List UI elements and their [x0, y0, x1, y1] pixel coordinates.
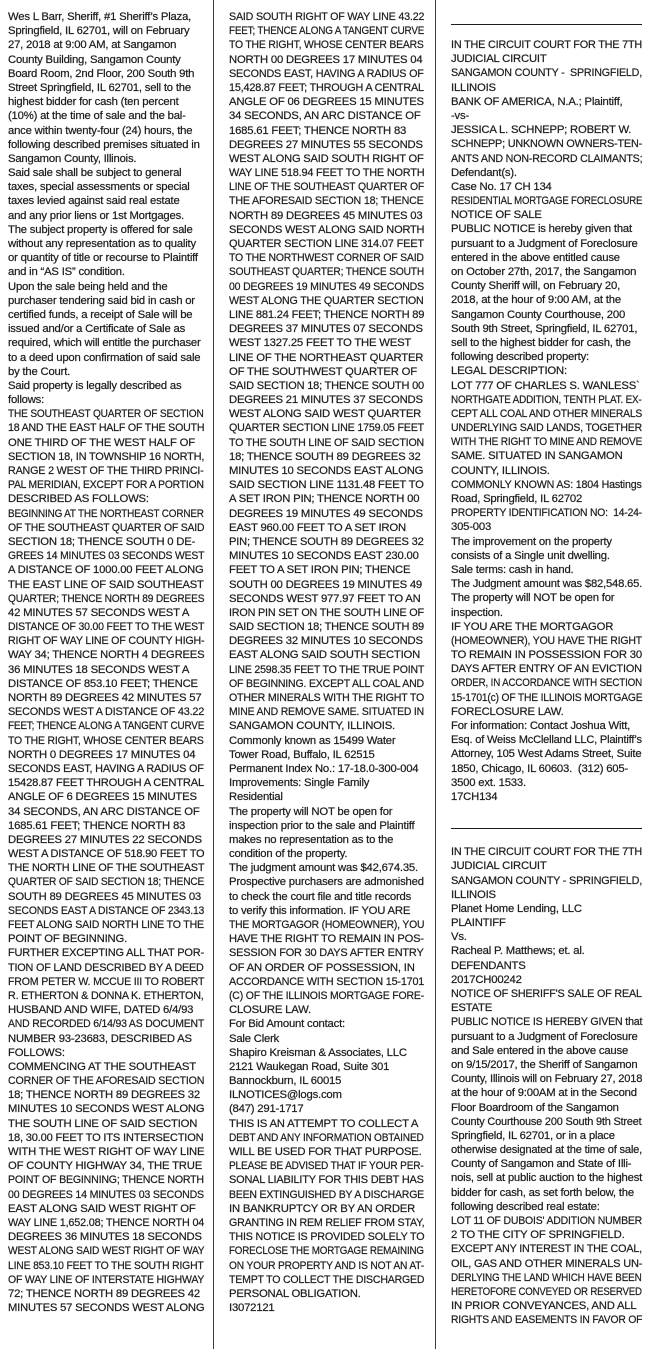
notice-line: ANGLE OF 6 DEGREES 15 MINUTES	[8, 791, 197, 804]
notice-line: SECONDS EAST A DISTANCE OF 2343.13	[8, 904, 205, 917]
notice-line: ILLINOIS	[451, 888, 496, 901]
notice-line: EXCEPT ANY INTEREST IN THE COAL,	[451, 1243, 642, 1256]
notice-line: FOLLOWS:	[8, 1046, 65, 1059]
notice-line: otherwise designated at the time of sale,	[451, 1144, 643, 1157]
notice-line: County Building, Sangamon County	[8, 53, 181, 66]
notice-line: IF YOU ARE THE MORTGAGOR	[451, 620, 614, 633]
notice-line: OF AN ORDER OF POSSESSION, IN	[229, 961, 415, 974]
notice-line: and Sale entered in the above cause	[451, 1044, 629, 1057]
notice-line: SAID SECTION 18; THENCE SOUTH 89	[229, 621, 424, 634]
notice-line: The improvement on the property	[451, 535, 612, 548]
notice-line: Sangamon County Courthouse, 200	[451, 308, 626, 321]
notice-line: ANTS AND NON-RECORD CLAIMANTS;	[451, 152, 643, 165]
notice-line: 34 SECONDS, AN ARC DISTANCE OF	[229, 110, 421, 123]
notice-line: SAID SOUTH RIGHT OF WAY LINE 43.22	[229, 11, 425, 23]
notice-line: LOT 11 OF DUBOIS' ADDITION NUMBER	[451, 1215, 643, 1227]
notice-line: 1850, Chicago, IL 60603. (312) 605-	[451, 762, 629, 775]
notice-line: follows:	[8, 394, 45, 407]
notice-line: HERETOFORE CONVEYED OR RESERVED	[451, 1285, 642, 1298]
notice-line: For information: Contact Joshua Witt,	[451, 720, 631, 732]
notice-line: THE SOUTH LINE OF SAID SECTION	[8, 1117, 198, 1130]
notice-line: COMMENCING AT THE SOUTHEAST	[8, 1060, 196, 1073]
notice-line: pursuant to a Judgment of Foreclosure	[451, 237, 638, 250]
notice-line: Planet Home Lending, LLC	[451, 902, 582, 915]
notice-line: QUARTER OF SAID SECTION 18; THENCE	[8, 876, 205, 889]
notice-line: THE MORTGAGOR (HOMEOWNER), YOU	[229, 919, 425, 931]
section-rule-middle	[451, 828, 642, 829]
notice-line: Sale terms: cash in hand.	[451, 563, 574, 576]
notice-line: LEGAL DESCRIPTION:	[451, 365, 567, 378]
notice-line: SOUTH 00 DEGREES 19 MINUTES 49	[229, 578, 423, 591]
notice-line: Springfield, IL 62701, will on February	[8, 25, 190, 38]
notice-line: (C) OF THE ILLINOIS MORTGAGE FORE-	[229, 989, 424, 1002]
notice-line: issued and/or a Certificate of Sale as	[8, 323, 186, 336]
notice-line: POINT OF BEGINNING; THENCE NORTH	[8, 1174, 204, 1187]
notice-line: nois, sell at public auction to the highest	[451, 1172, 643, 1185]
notice-line: OF THE SOUTHWEST QUARTER OF	[229, 365, 417, 378]
notice-line: Case No. 17 CH 134	[451, 180, 552, 193]
notice-line: SAID SECTION 18; THENCE SOUTH 00	[229, 379, 424, 392]
notice-line: SOUTH 89 DEGREES 45 MINUTES 03	[8, 890, 202, 903]
notice-line: ACCORDANCE WITH SECTION 15-1701	[229, 975, 425, 988]
notice-column-2	[214, 0, 435, 1349]
notice-line: Esq. of Weiss McClelland LLC, Plaintiff’s	[451, 734, 642, 747]
notice-line: PERSONAL OBLIGATION.	[229, 1287, 361, 1300]
notice-line: Tower Road, Buffalo, IL 62515	[229, 748, 375, 761]
notice-line: 3500 ext. 1533.	[451, 776, 526, 789]
notice-line: 2018, at the hour of 9:00 AM, at the	[451, 294, 621, 307]
notice-line: OTHER MINERALS WITH THE RIGHT TO	[229, 692, 425, 704]
notice-line: JESSICA L. SCHNEPP; ROBERT W.	[451, 124, 632, 137]
notice-line: WITH THE RIGHT TO MINE AND REMOVE	[451, 436, 643, 449]
notice-line: and any prior liens or 1st Mortgages.	[8, 209, 184, 222]
notice-line: A DISTANCE OF 1000.00 FEET ALONG	[8, 564, 204, 577]
notice-line: NUMBER 93-23683, DESCRIBED AS	[8, 1032, 192, 1045]
notice-line: THIS NOTICE IS PROVIDED SOLELY TO	[229, 1231, 425, 1244]
notice-line: Street Springfield, IL 62701, sell to the	[8, 81, 191, 94]
notice-line: Improvements: Single Family	[229, 777, 370, 790]
notice-line: FEET; THENCE ALONG A TANGENT CURVE	[229, 25, 425, 38]
notice-line: Commonly known as 15499 Water	[229, 734, 396, 747]
notice-line: CLOSURE LAW.	[229, 1004, 311, 1017]
notice-line: WEST ALONG SAID SOUTH RIGHT OF	[229, 152, 424, 165]
notice-line: RIGHTS AND EASEMENTS IN FAVOR OF	[451, 1314, 643, 1327]
notice-line: DEGREES 37 MINUTES 07 SECONDS	[229, 323, 423, 336]
notice-line: makes no representation as to the	[229, 833, 394, 846]
notice-line: 1685.61 FEET; THENCE NORTH 83	[8, 819, 186, 832]
notice-line: NORTH 00 DEGREES 17 MINUTES 04	[229, 53, 423, 66]
notice-line: The property will NOT be open for	[451, 592, 615, 605]
notice-line: QUARTER SECTION LINE 1759.05 FEET	[229, 422, 425, 435]
notice-line: DAYS AFTER ENTRY OF AN EVICTION	[451, 663, 642, 676]
notice-line: DEGREES 19 MINUTES 49 SECONDS	[229, 507, 423, 520]
notice-line: LINE OF THE NORTHEAST QUARTER	[229, 351, 424, 364]
notice-line: highest bidder for cash (ten percent	[8, 96, 179, 109]
notice-line: I3072121	[229, 1302, 275, 1315]
notice-line: WAY LINE 518.94 FEET TO THE NORTH	[229, 167, 425, 180]
notice-line: LINE 2598.35 FEET TO THE TRUE POINT	[229, 663, 425, 676]
notice-line: ILNOTICES@logs.com	[229, 1089, 342, 1102]
notice-line: 2121 Waukegan Road, Suite 301	[229, 1060, 390, 1073]
notice-line: BANK OF AMERICA, N.A.; Plaintiff,	[451, 95, 623, 108]
notice-line: MINUTES 57 SECONDS WEST ALONG	[8, 1302, 205, 1315]
notice-line: without any representation as to quality	[8, 238, 196, 250]
notice-line: OIL, GAS AND OTHER MINERALS UN-	[451, 1257, 643, 1270]
notice-line: sell to the highest bidder for cash, the	[451, 336, 631, 349]
notice-line: IN BANKRUPTCY OR BY AN ORDER	[229, 1202, 416, 1215]
notice-line: JUDICIAL CIRCUIT	[451, 53, 547, 66]
notice-line: SECONDS WEST ALONG SAID NORTH	[229, 223, 425, 236]
notice-line: ONE THIRD OF THE WEST HALF OF	[8, 436, 195, 449]
notice-line: For Bid Amount contact:	[229, 1018, 345, 1031]
notice-line: Springfield, IL 62701, or in a place	[451, 1129, 615, 1142]
notice-line: DESCRIBED AS FOLLOWS:	[8, 493, 149, 506]
notice-line: WEST A DISTANCE OF 518.90 FEET TO	[8, 848, 205, 861]
notice-line: Sangamon County, Illinois.	[8, 152, 137, 165]
notice-line: Upon the sale being held and the	[8, 280, 168, 293]
notice-line: WITH THE WEST RIGHT OF WAY LINE	[8, 1146, 205, 1158]
notice-line: SECONDS WEST A DISTANCE OF 43.22	[8, 706, 205, 719]
notice-line: FEET TO A SET IRON PIN; THENCE	[229, 564, 411, 577]
notice-line: ILLINOIS	[451, 81, 496, 94]
notice-line: on 9/15/2017, the Sheriff of Sangamon	[451, 1058, 638, 1071]
notice-line: SECONDS EAST, HAVING A RADIUS OF	[229, 67, 424, 80]
notice-line: MINUTES 10 SECONDS EAST 230.00	[229, 550, 419, 563]
notice-line: Board Room, 2nd Floor, 200 South 9th	[8, 67, 195, 80]
notice-line: bidder for cash, as set forth below, the	[451, 1186, 634, 1199]
notice-line: Said sale shall be subject to general	[8, 167, 182, 180]
notice-line: PAL MERIDIAN, EXCEPT FOR A PORTION	[8, 479, 204, 492]
notice-line: Prospective purchasers are admonished	[229, 876, 424, 889]
notice-line: 18; THENCE SOUTH 89 DEGREES 32	[229, 450, 421, 463]
notice-line: LOT 777 OF CHARLES S. WANLESS`	[451, 379, 640, 392]
notice-line: pursuant to a Judgment of Foreclosure	[451, 1030, 638, 1043]
notice-line: TION OF LAND DESCRIBED BY A DEED	[8, 961, 204, 974]
notice-line: South 9th Street, Springfield, IL 62701,	[451, 322, 638, 335]
notice-line: SESSION FOR 30 DAYS AFTER ENTRY	[229, 947, 424, 960]
notice-line: MINUTES 10 SECONDS EAST ALONG	[229, 465, 424, 477]
notice-line: inspection.	[451, 606, 503, 619]
notice-line: ESTATE	[451, 1002, 493, 1015]
notice-line: The judgment amount was $42,674.35.	[229, 862, 418, 875]
notice-column-1	[0, 0, 213, 1349]
notice-line: DERLYING THE LAND WHICH HAVE BEEN	[451, 1271, 642, 1284]
notice-line: NORTH 0 DEGREES 17 MINUTES 04	[8, 748, 196, 761]
notice-line: condition of the property.	[229, 848, 348, 861]
notice-line: SECTION 18; THENCE SOUTH 0 DE-	[8, 535, 196, 548]
notice-line: LINE OF THE SOUTHEAST QUARTER OF	[229, 181, 425, 194]
notice-line: The Judgment amount was $82,548.65.	[451, 578, 643, 591]
notice-line: Wes L Barr, Sheriff, #1 Sheriff’s Plaza,	[8, 11, 192, 23]
notice-line: purchaser tendering said bid in cash or	[8, 294, 195, 307]
notice-line: NOTICE OF SALE	[451, 209, 542, 222]
notice-line: WEST ALONG SAID WEST QUARTER	[229, 408, 422, 421]
notice-line: SECONDS EAST, HAVING A RADIUS OF	[8, 762, 204, 775]
notice-line: 2 TO THE CITY OF SPRINGFIELD.	[451, 1229, 625, 1242]
notice-line: SECONDS WEST 977.97 FEET TO AN	[229, 592, 421, 605]
notice-line: following described premises situated in	[8, 138, 200, 151]
notice-line: MINE AND REMOVE SAME. SITUATED IN	[229, 706, 424, 719]
notice-line: TO THE RIGHT, WHOSE CENTER BEARS	[229, 39, 424, 52]
notice-line: Racheal P. Matthews; et. al.	[451, 945, 585, 958]
matthews-foreclosure-notice-text	[451, 845, 642, 1327]
notice-line: DISTANCE OF 30.00 FEET TO THE WEST	[8, 621, 205, 634]
notice-line: taxes, special assessments or special	[8, 181, 190, 194]
notice-line: COUNTY, ILLINOIS.	[451, 464, 550, 477]
notice-line: QUARTER SECTION LINE 314.07 FEET	[229, 238, 424, 250]
notice-line: SCHNEPP; UNKNOWN OWNERS-TEN-	[451, 138, 643, 151]
notice-line: County of Sangamon and State of Illi-	[451, 1158, 632, 1171]
notice-line: Sale Clerk	[229, 1032, 280, 1045]
notice-line: 34 SECONDS, AN ARC DISTANCE OF	[8, 805, 200, 818]
notice-line: 15428.87 FEET THROUGH A CENTRAL	[8, 777, 205, 790]
notice-line: PUBLIC NOTICE IS HEREBY GIVEN that	[451, 1016, 643, 1029]
notice-line: or quantity of title or recourse to Plaintiff	[8, 252, 198, 265]
notice-line: (847) 291-1717	[229, 1103, 304, 1116]
notice-line: THE SOUTHEAST QUARTER OF SECTION	[8, 408, 204, 421]
notice-line: AND RECORDED 6/14/93 AS DOCUMENT	[8, 1018, 205, 1031]
notice-line: RESIDENTIAL MORTGAGE FORECLOSURE	[451, 195, 643, 208]
notice-line: Said property is legally described as	[8, 379, 182, 392]
notice-line: to verify this information. IF YOU ARE	[229, 904, 411, 917]
notice-line: THE AFORESAID SECTION 18; THENCE	[229, 195, 424, 208]
notice-line: EAST ALONG SAID WEST RIGHT OF	[8, 1202, 196, 1215]
notice-line: SAID SECTION LINE 1131.48 FEET TO	[229, 479, 424, 492]
notice-line: taxes levied against said real estate	[8, 195, 180, 208]
notice-line: A SET IRON PIN; THENCE NORTH 00	[229, 493, 420, 506]
notice-line: ORDER, IN ACCORDANCE WITH SECTION	[451, 677, 642, 690]
notice-line: DEBT AND ANY INFORMATION OBTAINED	[229, 1131, 424, 1144]
notice-line: CORNER OF THE AFORESAID SECTION	[8, 1075, 205, 1088]
notice-line: MINUTES 10 SECONDS WEST ALONG	[8, 1103, 205, 1116]
notice-line: 27, 2018 at 9:00 AM, at Sangamon	[8, 39, 177, 52]
notice-line: FROM PETER W. MCCUE III TO ROBERT	[8, 975, 205, 988]
notice-line: The property will NOT be open for	[229, 805, 393, 818]
notice-line: The subject property is offered for sale	[8, 223, 193, 236]
notice-line: OF THE SOUTHEAST QUARTER OF SAID	[8, 521, 205, 534]
notice-line: PUBLIC NOTICE is hereby given that	[451, 223, 632, 236]
notice-line: 18; THENCE NORTH 89 DEGREES 32	[8, 1089, 200, 1102]
notice-line: 15,428.87 FEET; THROUGH A CENTRAL	[229, 81, 424, 94]
notice-line: POINT OF BEGINNING.	[8, 933, 128, 946]
notice-line: UNDERLYING SAID LANDS, TOGETHER	[451, 422, 642, 435]
notice-line: TO REMAIN IN POSSESSION FOR 30	[451, 649, 642, 662]
notice-line: SAME. SITUATED IN SANGAMON	[451, 450, 623, 463]
notice-line: GRANTING IN REM RELIEF FROM STAY,	[229, 1216, 425, 1229]
notice-line: HAVE THE RIGHT TO REMAIN IN POS-	[229, 933, 424, 946]
notice-line: by the Court.	[8, 365, 71, 378]
notice-line: COMMONLY KNOWN AS: 1804 Hastings	[451, 478, 642, 491]
notice-line: -vs-	[451, 109, 470, 122]
notice-line: OF BEGINNING. EXCEPT ALL COAL AND	[229, 677, 424, 690]
notice-line: LINE 881.24 FEET; THENCE NORTH 89	[229, 308, 425, 321]
notice-line: (10%) at the time of sale and the bal-	[8, 110, 186, 123]
notice-line: DEGREES 36 MINUTES 18 SECONDS	[8, 1231, 202, 1244]
notice-line: PLEASE BE ADVISED THAT IF YOUR PER-	[229, 1160, 424, 1173]
notice-line: RIGHT OF WAY LINE OF COUNTY HIGH-	[8, 635, 205, 648]
notice-line: 1685.61 FEET; THENCE NORTH 83	[229, 124, 407, 137]
notice-line: BEEN EXTINGUISHED BY A DISCHARGE	[229, 1188, 424, 1201]
notice-column-3	[436, 0, 649, 1349]
notice-line: FEET ALONG SAID NORTH LINE TO THE	[8, 919, 204, 931]
section-rule-top	[451, 24, 642, 25]
notice-line: TEMPT TO COLLECT THE DISCHARGED	[229, 1273, 425, 1286]
notice-line: NORTH 89 DEGREES 42 MINUTES 57	[8, 692, 202, 704]
notice-line: OF COUNTY HIGHWAY 34, THE TRUE	[8, 1160, 203, 1173]
notice-line: SECTION 18, IN TOWNSHIP 16 NORTH,	[8, 450, 205, 463]
notice-line: consists of a Single unit dwelling.	[451, 549, 610, 562]
notice-line: County Sheriff will, on February 20,	[451, 280, 621, 293]
notice-line: SANGAMON COUNTY - SPRINGFIELD,	[451, 874, 643, 887]
notice-line: 42 MINUTES 57 SECONDS WEST A	[8, 606, 190, 619]
notice-line: Defendant(s).	[451, 166, 517, 179]
notice-line: to a deed upon confirmation of said sale	[8, 351, 201, 364]
notice-line: at the hour of 9:00AM at in the Second	[451, 1087, 637, 1100]
notice-line: County Courthouse 200 South 9th Street	[451, 1115, 642, 1128]
notice-line: DEFENDANTS	[451, 959, 526, 972]
notice-line: SANGAMON COUNTY, ILLINOIS.	[229, 720, 395, 733]
notice-line: required, which will entitle the purchaser	[8, 337, 201, 350]
notice-line: SOUTHEAST QUARTER; THENCE SOUTH	[229, 266, 425, 279]
notice-line: (HOMEOWNER), YOU HAVE THE RIGHT	[451, 634, 642, 647]
notice-line: Shapiro Kreisman & Associates, LLC	[229, 1046, 407, 1059]
notice-line: DISTANCE OF 853.10 FEET; THENCE	[8, 677, 198, 690]
notice-line: WAY 34; THENCE NORTH 4 DEGREES	[8, 649, 205, 662]
notice-line: ANGLE OF 06 DEGREES 15 MINUTES	[229, 96, 424, 109]
notice-line: THE EAST LINE OF SAID SOUTHEAST	[8, 578, 204, 591]
notice-line: 00 DEGREES 19 MINUTES 49 SECONDS	[229, 280, 424, 293]
notice-line: IN PRIOR CONVEYANCES, AND ALL	[451, 1300, 637, 1313]
notice-line: Floor Boardroom of the Sangamon	[451, 1101, 619, 1114]
notice-line: certified funds, a receipt of Sale will be	[8, 308, 193, 321]
notice-line: DEGREES 27 MINUTES 22 SECONDS	[8, 833, 202, 846]
notice-line: DEGREES 27 MINUTES 55 SECONDS	[229, 138, 423, 151]
notice-line: PLAINTIFF	[451, 917, 506, 930]
notice-line: RANGE 2 WEST OF THE THIRD PRINCI-	[8, 465, 204, 477]
notice-line: 72; THENCE NORTH 89 DEGREES 42	[8, 1287, 200, 1300]
notice-line: ON YOUR PROPERTY AND IS NOT AN AT-	[229, 1259, 425, 1272]
notice-line: inspection prior to the sale and Plaintiff	[229, 819, 415, 832]
notice-line: TO THE SOUTH LINE OF SAID SECTION	[229, 436, 425, 449]
notice-line: 36 MINUTES 18 SECONDS WEST A	[8, 663, 190, 676]
notice-line: GREES 14 MINUTES 03 SECONDS WEST	[8, 550, 205, 563]
notice-line: WEST ALONG THE QUARTER SECTION	[229, 294, 424, 307]
notice-line: BEGINNING AT THE NORTHEAST CORNER	[8, 507, 204, 520]
notice-line: HUSBAND AND WIFE, DATED 6/4/93	[8, 1004, 194, 1017]
notice-line: 00 DEGREES 14 MINUTES 03 SECONDS	[8, 1188, 204, 1201]
notice-line: FORECLOSE THE MORTGAGE REMAINING	[229, 1245, 424, 1258]
notice-line: FURTHER EXCEPTING ALL THAT POR-	[8, 947, 204, 960]
notice-line: R. ETHERTON & DONNA K. ETHERTON,	[8, 989, 204, 1002]
notice-line: NORTH 89 DEGREES 45 MINUTES 03	[229, 209, 423, 222]
notice-line: IN THE CIRCUIT COURT FOR THE 7TH	[451, 846, 643, 859]
notice-line: Vs.	[451, 931, 467, 944]
notice-line: 15-1701(c) OF THE ILLINOIS MORTGAGE	[451, 691, 643, 704]
notice-line: QUARTER; THENCE NORTH 89 DEGREES	[8, 592, 205, 605]
notice-line: JUDICIAL CIRCUIT	[451, 860, 547, 873]
notice-line: 2017CH00242	[451, 973, 522, 986]
notice-line: OF WAY LINE OF INTERSTATE HIGHWAY	[8, 1273, 205, 1286]
notice-line: NORTHGATE ADDITION, TENTH PLAT. EX-	[451, 393, 642, 406]
notice-line: Bannockburn, IL 60015	[229, 1075, 342, 1088]
notice-line: IN THE CIRCUIT COURT FOR THE 7TH	[451, 39, 643, 51]
notice-line: to check the court file and title records	[229, 890, 412, 903]
notice-line: Attorney, 105 West Adams Street, Suite	[451, 748, 642, 761]
notice-line: FORECLOSURE LAW.	[451, 705, 564, 718]
notice-line: WILL BE USED FOR THAT PURPOSE.	[229, 1146, 422, 1158]
notice-line: PROPERTY IDENTIFICATION NO: 14-24-	[451, 507, 642, 520]
notice-line: DEGREES 21 MINUTES 37 SECONDS	[229, 394, 423, 407]
notice-line: following described property:	[451, 351, 589, 364]
notice-line: 18, 30.00 FEET TO ITS INTERSECTION	[8, 1131, 204, 1144]
notice-line: CEPT ALL COAL AND OTHER MINERALS	[451, 407, 643, 420]
notice-line: WEST ALONG SAID WEST RIGHT OF WAY	[8, 1245, 205, 1258]
notice-line: Residential	[229, 791, 283, 804]
notice-line: entered in the above entitled cause	[451, 251, 620, 264]
notice-line: 17CH134	[451, 790, 498, 803]
notice-line: 18 AND THE EAST HALF OF THE SOUTH	[8, 422, 205, 435]
notice-line: LINE 853.10 FEET TO THE SOUTH RIGHT	[8, 1259, 204, 1272]
notice-line: and in “AS IS” condition.	[8, 266, 125, 279]
notice-line: WAY LINE 1,652.08; THENCE NORTH 04	[8, 1216, 205, 1229]
notice-line: PIN; THENCE SOUTH 89 DEGREES 32	[229, 535, 424, 548]
notice-line: TO THE NORTHWEST CORNER OF SAID	[229, 252, 424, 265]
notice-line: ance within twenty-four (24) hours, the	[8, 124, 193, 137]
notice-line: on October 27th, 2017, the Sangamon	[451, 266, 637, 278]
notice-line: following described real estate:	[451, 1200, 600, 1213]
schnepp-foreclosure-notice-text	[451, 38, 642, 804]
notice-line: SONAL LIABILITY FOR THIS DEBT HAS	[229, 1174, 424, 1187]
barr-foreclosure-notice-column1-text	[8, 10, 204, 1315]
notice-line: County, Illinois will on February 27, 2018	[451, 1073, 643, 1086]
notice-line: DEGREES 32 MINUTES 10 SECONDS	[229, 635, 423, 648]
notice-line: EAST ALONG SAID SOUTH SECTION	[229, 649, 421, 662]
notice-line: EAST 960.00 FEET TO A SET IRON	[229, 521, 406, 534]
notice-line: SANGAMON COUNTY - SPRINGFIELD,	[451, 67, 642, 80]
notice-line: Permanent Index No.: 17-18.0-300-004	[229, 762, 419, 775]
notice-line: FEET; THENCE ALONG A TANGENT CURVE	[8, 720, 205, 733]
notice-line: WEST 1327.25 FEET TO THE WEST	[229, 337, 412, 350]
notice-line: THIS IS AN ATTEMPT TO COLLECT A	[229, 1117, 419, 1130]
notice-line: THE NORTH LINE OF THE SOUTHEAST	[8, 862, 205, 875]
barr-foreclosure-notice-column2-text	[229, 10, 424, 1315]
notice-line: 305-003	[451, 521, 492, 534]
notice-line: Road, Springfield, IL 62702	[451, 493, 583, 505]
notice-line: TO THE RIGHT, WHOSE CENTER BEARS	[8, 734, 204, 747]
notice-line: NOTICE OF SHERIFF'S SALE OF REAL	[451, 988, 642, 1000]
notice-line: IRON PIN SET ON THE SOUTH LINE OF	[229, 606, 424, 619]
